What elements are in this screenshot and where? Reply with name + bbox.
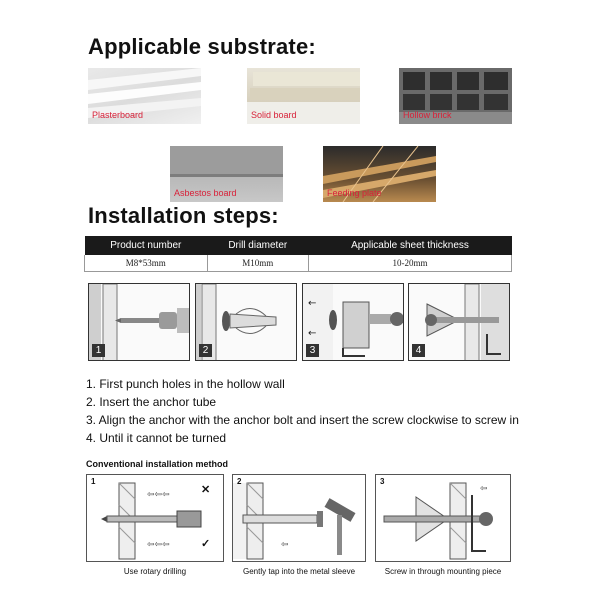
- svg-text:⇦: ⇦: [480, 484, 488, 494]
- step-number: 4: [412, 344, 425, 357]
- caption-rotary-drilling: Use rotary drilling: [123, 567, 187, 576]
- list-item: 4. Until it cannot be turned: [86, 431, 227, 445]
- conventional-box-1: [86, 474, 224, 562]
- svg-text:←: ←: [308, 328, 317, 339]
- spec-table: [84, 236, 512, 272]
- caption-screw-in: Screw in through mounting piece: [384, 567, 502, 576]
- cell-product-number: M8*53mm: [85, 255, 208, 271]
- header-drill-diameter: Drill diameter: [207, 236, 308, 255]
- conventional-box-2: [232, 474, 366, 562]
- spec-table-row: [85, 255, 512, 271]
- substrate-label: Feeding plate: [327, 188, 382, 198]
- box-number: 1: [91, 477, 96, 486]
- substrate-tile-plasterboard: [88, 68, 201, 124]
- substrate-label: Plasterboard: [92, 110, 144, 120]
- substrate-tile-feeding-plate: [323, 146, 436, 202]
- installation-title: Installation steps:: [88, 203, 279, 228]
- installation-step-list: [86, 375, 519, 447]
- step-number: 2: [199, 344, 212, 357]
- cell-drill-diameter: M10mm: [207, 255, 308, 271]
- substrate-label: Solid board: [251, 110, 297, 120]
- conventional-box-3: [375, 474, 511, 562]
- step-panel-4: [408, 283, 510, 361]
- box-number: 2: [237, 477, 242, 486]
- substrate-label: Hollow brick: [403, 110, 452, 120]
- step-panel-3: [302, 283, 404, 361]
- list-item: 2. Insert the anchor tube: [86, 395, 217, 409]
- svg-text:⇦: ⇦: [281, 540, 289, 550]
- tap-sleeve-illustration: [233, 475, 366, 562]
- substrate-tile-hollow-brick: [399, 68, 512, 124]
- step-panel-1: [88, 283, 190, 361]
- substrate-title: Applicable substrate:: [88, 34, 316, 59]
- wrong-mark: ✕: [201, 484, 211, 496]
- substrate-label: Asbestos board: [174, 188, 237, 198]
- right-mark: ✓: [201, 538, 211, 550]
- screw-mounting-illustration: [376, 475, 511, 562]
- header-sheet-thickness: Applicable sheet thickness: [309, 236, 512, 255]
- header-product-number: Product number: [85, 236, 208, 255]
- list-item: 1. First punch holes in the hollow wall: [86, 377, 285, 391]
- svg-text:⇦⇦⇦: ⇦⇦⇦: [147, 540, 170, 550]
- svg-text:←: ←: [308, 298, 317, 309]
- spec-table-header-row: [85, 236, 512, 255]
- substrate-tile-asbestos-board: [170, 146, 283, 202]
- list-item: 3. Align the anchor with the anchor bolt and insert the screw clockwise to screw in: [86, 413, 519, 427]
- step-panel-2: [195, 283, 297, 361]
- svg-text:⇦⇦⇦: ⇦⇦⇦: [147, 490, 170, 500]
- cell-sheet-thickness: 10-20mm: [309, 255, 512, 271]
- box-number: 3: [380, 477, 385, 486]
- caption-tap-sleeve: Gently tap into the metal sleeve: [242, 567, 356, 576]
- step-number: 1: [92, 344, 105, 357]
- substrate-tile-solid-board: [247, 68, 360, 124]
- conventional-title: Conventional installation method: [86, 459, 229, 469]
- step-number: 3: [306, 344, 319, 357]
